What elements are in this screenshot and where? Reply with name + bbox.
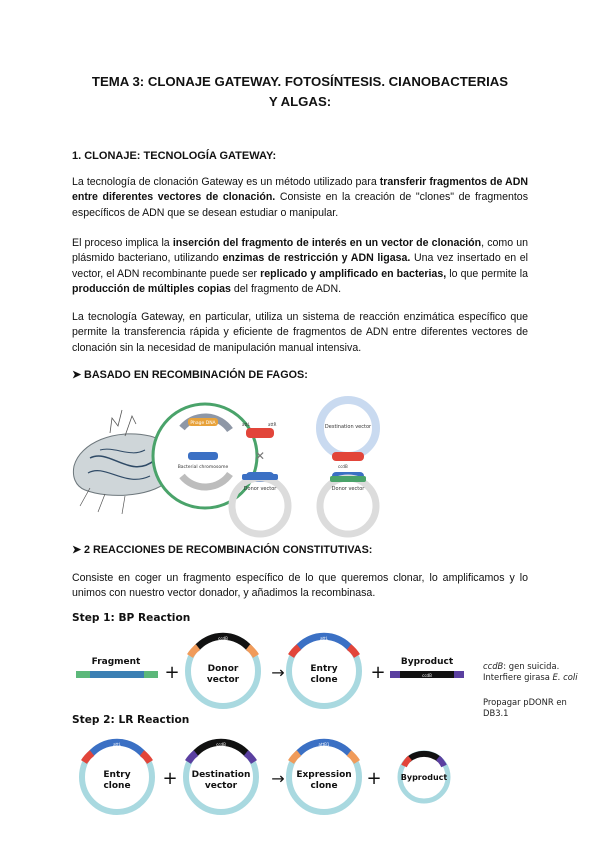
entry-label-2: clone (310, 675, 338, 685)
note-line-2 (483, 672, 578, 683)
destination-label-1: Destination (191, 770, 251, 780)
fragment-label: Fragment (91, 657, 141, 667)
section-heading-phage: ➤ BASADO EN RECOMBINACIÓN DE FAGOS: (72, 369, 308, 381)
text: Consiste en la creación de "clones" de fragmentos específicos de ADN que se desean estudiar o manipular. (72, 191, 528, 219)
phage-recombination-figure (70, 388, 530, 538)
paragraph-process (72, 236, 528, 298)
section-heading-gateway: 1. CLONAJE: TECNOLOGÍA GATEWAY: (72, 150, 277, 162)
text: , como un plásmido bacteriano, utilizando (72, 237, 528, 265)
text: Una vez insertado en el vector, el ADN recombinante puede ser (72, 252, 528, 280)
attl-text: attL (320, 636, 328, 641)
expression-label-1: Expression (296, 770, 352, 780)
cross-icon: ✕ (254, 449, 266, 463)
note-line-1 (483, 661, 578, 672)
plus-sign: + (164, 662, 180, 683)
entry-label-1: Entry (103, 770, 131, 780)
note-text: : gen suicida. (503, 661, 560, 671)
note-text: Interfiere girasa (483, 672, 550, 682)
donor-label-2: vector (206, 675, 240, 685)
ccdb-text: ccdB (216, 742, 226, 747)
bold-text: producción de múltiples copias (72, 283, 231, 296)
bold-text: enzimas de restricción y ADN ligasa. (222, 252, 411, 265)
byproduct-label: Byproduct (400, 773, 448, 782)
att-label: attL (242, 422, 250, 427)
plus-sign: + (162, 768, 178, 789)
destination-label-2: vector (204, 781, 238, 791)
donor-vector-label: Donor vector (331, 486, 365, 492)
bold-text: replicado y amplificado en bacterias, (260, 267, 447, 280)
title-line-2: Y ALGAS: (268, 94, 332, 109)
attl-text: attL (113, 742, 121, 747)
plus-sign: + (370, 662, 386, 683)
text: del fragmento de ADN. (230, 283, 342, 296)
text: lo que permite la (446, 267, 528, 280)
section-heading-reactions: ➤ 2 REACCIONES DE RECOMBINACIÓN CONSTITUTIVAS: (72, 544, 373, 556)
bp-reaction-diagram (70, 626, 480, 712)
ccdb-note (483, 661, 578, 683)
entry-label-1: Entry (310, 664, 338, 674)
step2-label: Step 2: LR Reaction (72, 714, 190, 726)
phage-dna-label: Phage DNA (190, 421, 216, 426)
lr-reaction-diagram (70, 730, 480, 824)
entry-label-2: clone (103, 781, 131, 791)
expression-label-2: clone (310, 781, 338, 791)
paragraph-reactions: Consiste en coger un fragmento específico de lo que queremos clonar, lo amplificamos y lo unimos con nuestro vector donador, y añadimos la recombinasa. (72, 572, 528, 600)
arrow-icon: → (271, 769, 285, 788)
destination-vector-label: Destination vector (324, 424, 372, 430)
donor-vector-label: Donor vector (243, 486, 277, 492)
text: La tecnología de clonación Gateway es un método utilizado para (72, 176, 380, 188)
donor-label-1: Donor (207, 664, 239, 674)
paragraph-intro (72, 175, 528, 221)
ccdb-text: ccdB (218, 636, 228, 641)
document-title (60, 72, 540, 112)
text: El proceso implica la (72, 237, 173, 249)
ccdb-label: ccdB (338, 464, 348, 469)
note-line-3: Propagar pDONR en (483, 697, 567, 707)
bacterial-chromosome-segment (188, 452, 218, 460)
ccdb-text: ccdB (422, 673, 432, 678)
byproduct-label: Byproduct (400, 657, 454, 667)
title-line-1: TEMA 3: CLONAJE GATEWAY. FOTOSÍNTESIS. CIANOBACTERIAS (91, 74, 509, 89)
attb-text: attB1 (318, 742, 330, 747)
att-label: attR (268, 422, 277, 427)
step1-label: Step 1: BP Reaction (72, 612, 191, 624)
bold-text: transferir fragmentos de ADN entre diferentes vectores de clonación. (72, 176, 528, 204)
ecoli-text: E. coli (552, 672, 578, 682)
bold-text: inserción del fragmento de interés en un vector de clonación (172, 237, 482, 249)
plus-sign: + (366, 768, 382, 789)
ccdb-gene: ccdB (483, 661, 504, 671)
note-line-4: DB3.1 (483, 708, 509, 718)
paragraph-gateway-system: La tecnología Gateway, en particular, utiliza un sistema de reacción enzimática específico que permite la transferencia rápida y eficiente de fragmentos de ADN entre diferentes vectores de clonación sin la necesidad de manipulación manual intensiva. (72, 311, 528, 354)
propagar-note (483, 697, 567, 719)
arrow-icon: → (271, 663, 285, 682)
bacterial-chromosome-label: Bacterial chromosome (177, 465, 229, 470)
